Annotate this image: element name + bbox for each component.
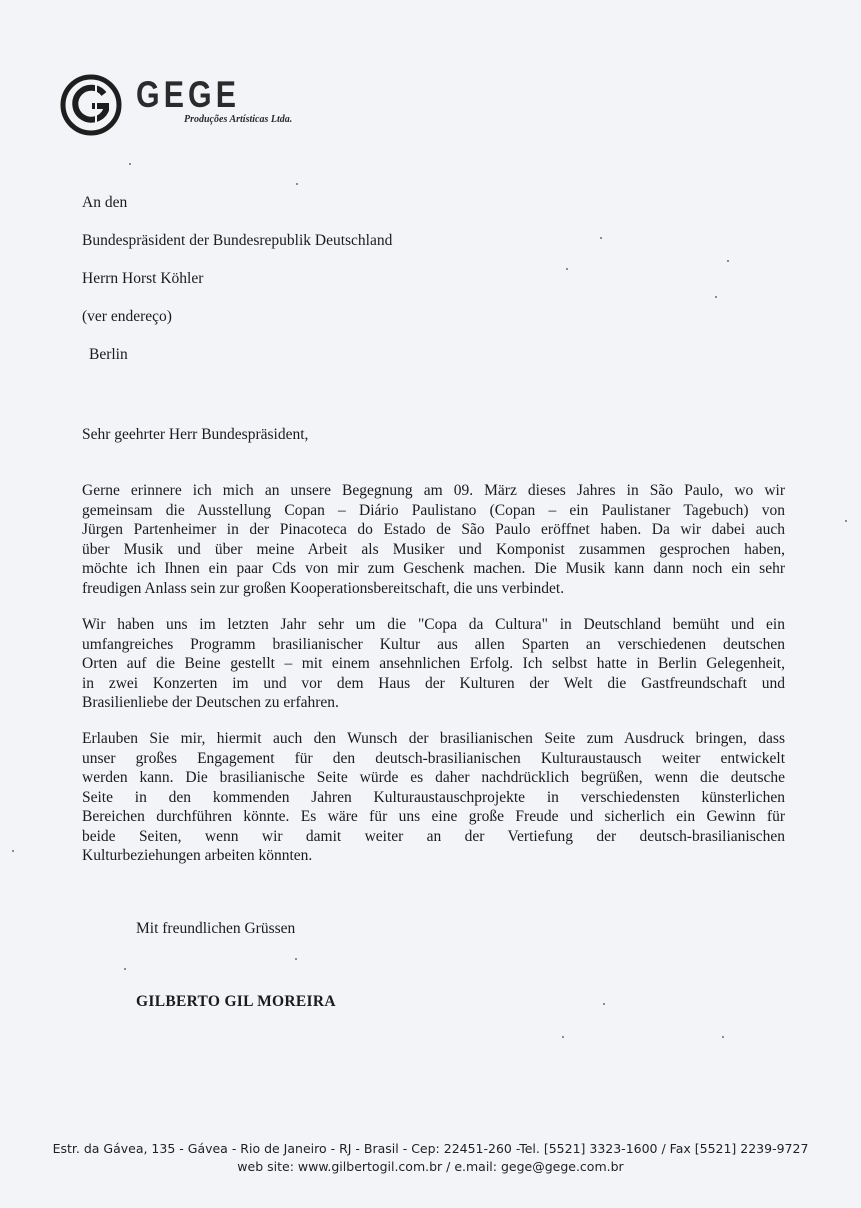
scan-speck [12,850,14,852]
recipient-line-4: (ver endereço) [82,308,172,325]
gege-logo-mark-icon [60,74,122,136]
scan-speck [566,268,568,270]
salutation: Sehr geehrter Herr Bundespräsident, [82,426,309,443]
paragraph-line: unser großes Engagement für den deutsch-brasilianischen Kulturaustausch weiter entwickelt [82,749,785,767]
paragraph-line: umfangreiches Programm brasilianischer Kultur aus allen Sparten an verschiedenen deutschen [82,635,785,653]
scan-speck [727,260,729,262]
scan-speck [603,1003,605,1005]
recipient-line-3: Herrn Horst Köhler [82,270,204,287]
scan-speck [722,1036,724,1038]
logo-subtitle: Produções Artísticas Ltda. [184,114,293,125]
paragraph-line: gemeinsam die Ausstellung Copan – Diário Paulistano (Copan – ein Paulistaner Tagebuch) von [82,501,785,519]
company-logo [60,68,293,140]
scan-speck [296,183,298,185]
paragraph-line: freudigen Anlass sein zur großen Kooperationsbereitschaft, die uns verbindet. [82,579,565,597]
signer-name: GILBERTO GIL MOREIRA [136,993,336,1010]
scan-speck [562,1036,564,1038]
paragraph-line: möchte ich Ihnen ein paar Cds von mir zum Geschenk machen. Die Musik kann dann noch ein sehr [82,560,785,577]
body-paragraph-1 [82,481,785,598]
recipient-line-1: An den [82,194,128,211]
footer-web: web site: www.gilbertogil.com.br / e.mail: gege@gege.com.br [237,1159,624,1174]
paragraph-line: Gerne erinnere ich mich an unsere Begegnung am 09. März dieses Jahres in São Paulo, wo wir [82,482,785,499]
paragraph-line: Wir haben uns im letzten Jahr sehr um die "Copa da Cultura" in Deutschland bemüht und ein [82,616,785,633]
paragraph-line: über Musik und über meine Arbeit als Musiker und Komponist zusammen gesprochen haben, [82,540,785,558]
paragraph-line: Erlauben Sie mir, hiermit auch den Wunsch der brasilianischen Seite zum Ausdruck bringen, dass [82,730,785,747]
body-paragraph-2 [82,615,785,713]
recipient-line-5: Berlin [89,346,128,363]
body-paragraph-3 [82,729,785,866]
scan-speck [124,968,126,970]
paragraph-line: Kulturbeziehungen arbeiten könnten. [82,847,313,864]
paragraph-line: Jürgen Partenheimer in der Pinacoteca do Estado de São Paulo eröffnet haben. Da wir dabei auch [82,521,785,538]
scan-speck [129,163,131,165]
paragraph-line: Brasilienliebe der Deutschen zu erfahren. [82,694,339,711]
paragraph-line: Seite in den kommenden Jahren Kulturaustauschprojekte in verschiedensten künsterlichen [82,788,785,806]
footer-address: Estr. da Gávea, 135 - Gávea - Rio de Janeiro - RJ - Brasil - Cep: 22451-260 -Tel. [5521] 3323-1600 / Fax [5521] 2239-9727 [52,1141,809,1156]
logo-wordmark: GEGE [136,74,241,115]
scan-speck [295,958,297,960]
paragraph-line: Orten auf die Beine gestellt – mit einem ansehnlichen Erfolg. Ich selbst hatte in Berlin Gelegenheit, [82,655,785,672]
scan-speck [845,520,847,522]
recipient-line-2: Bundespräsident der Bundesrepublik Deutschland [82,232,393,249]
paragraph-line: Bereichen durchführen könnte. Es wäre für uns eine große Freude und sicherlich ein Gewinn für [82,808,785,825]
paragraph-line: in zwei Konzerten im und vor dem Haus der Kulturen der Welt die Gastfreundschaft und [82,674,785,692]
scan-speck [715,296,717,298]
paragraph-line: beide Seiten, wenn wir damit weiter an der Vertiefung der deutsch-brasilianischen [82,827,785,845]
scan-speck [600,237,602,239]
paragraph-line: werden kann. Die brasilianische Seite würde es daher nachdrücklich begrüßen, wenn die deutsche [82,769,785,786]
closing-text: Mit freundlichen Grüssen [136,920,296,937]
